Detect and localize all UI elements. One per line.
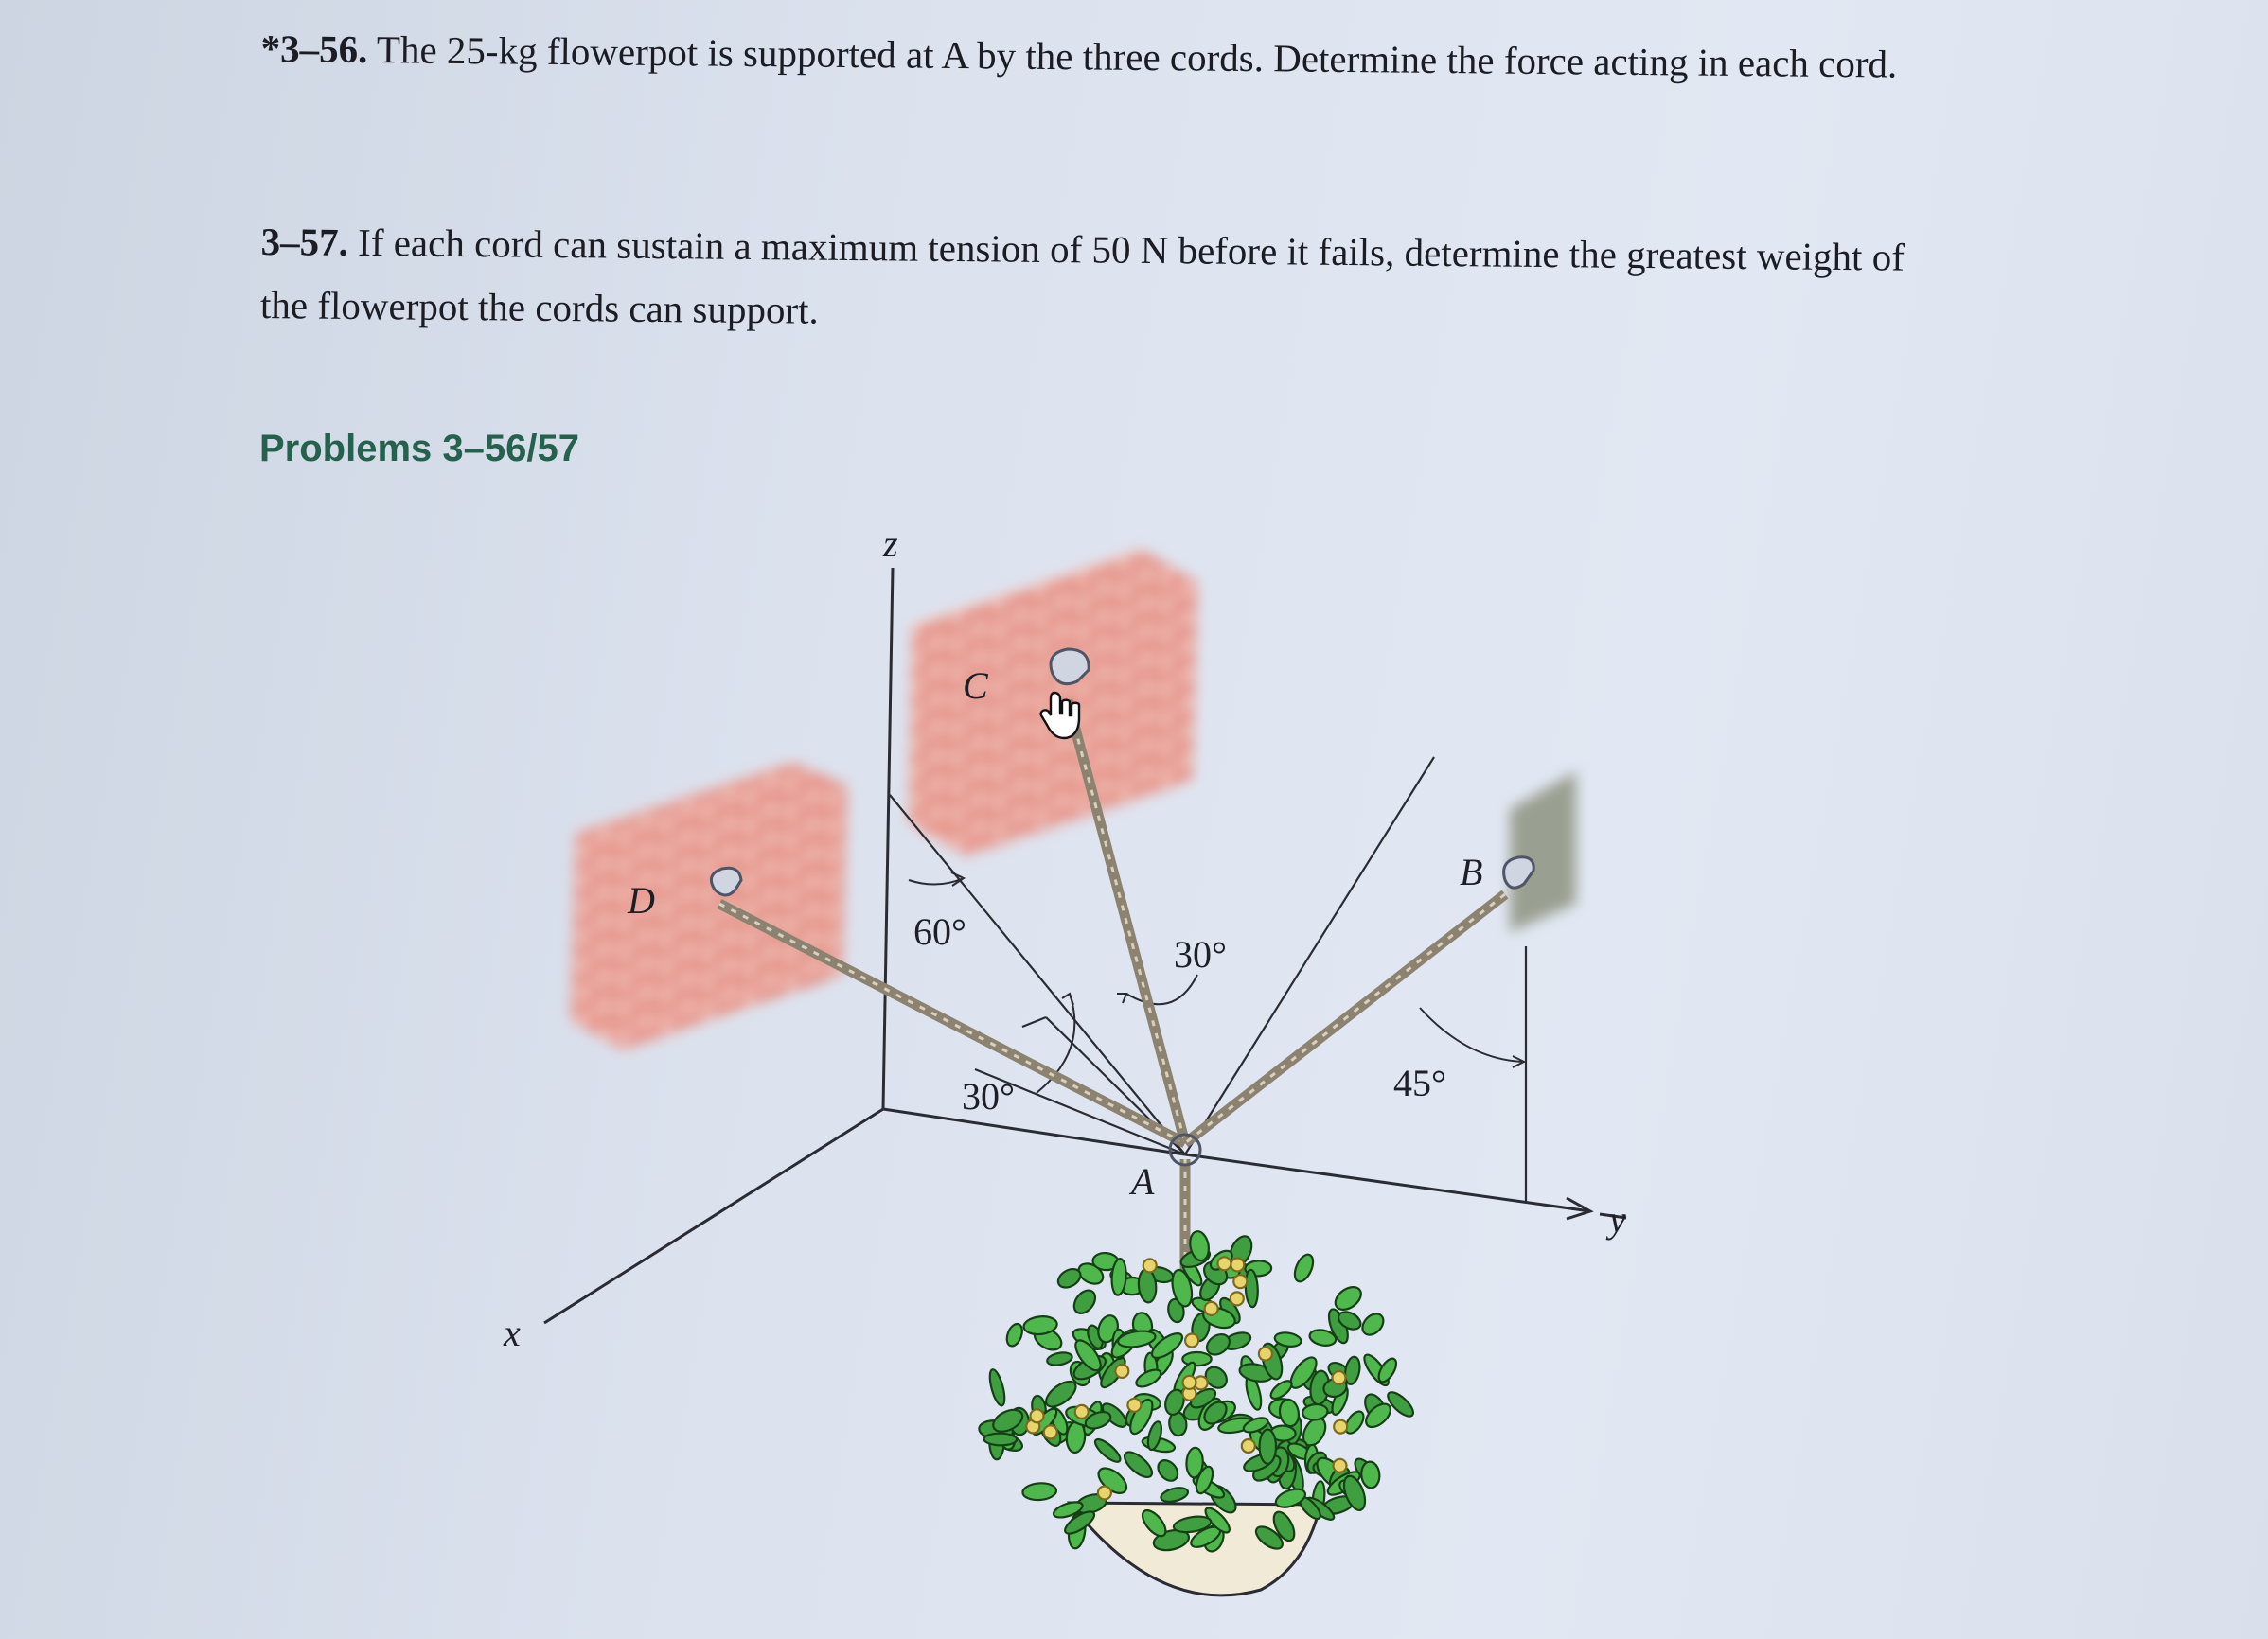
flower — [1242, 1439, 1255, 1453]
leaf — [1154, 1456, 1181, 1485]
leaf — [1278, 1398, 1301, 1427]
flower — [1333, 1371, 1346, 1384]
leaf — [1092, 1436, 1124, 1465]
z-axis — [883, 568, 893, 1109]
flower — [1183, 1376, 1196, 1389]
leaf — [987, 1368, 1008, 1407]
leaf — [1291, 1252, 1317, 1284]
x-axis-label: x — [504, 1312, 521, 1354]
flower — [1334, 1459, 1347, 1472]
leaf — [1260, 1430, 1276, 1464]
problem-number: 3–57. — [260, 219, 349, 264]
wall-b — [1510, 771, 1576, 932]
leaf — [1070, 1286, 1099, 1317]
point-c-label: C — [963, 664, 988, 707]
flower — [1259, 1348, 1272, 1361]
z-axis-label: z — [883, 522, 898, 565]
flower — [1115, 1365, 1128, 1378]
x-axis — [544, 1109, 883, 1323]
problem-text: If each cord can sustain a maximum tension of 50 N before it fails, determine the greatest weight of the flowerpot the cords can support. — [259, 220, 1905, 332]
point-b-label: B — [1460, 851, 1483, 893]
leaf — [1186, 1447, 1204, 1477]
flower — [1233, 1275, 1247, 1288]
flower — [1334, 1420, 1347, 1434]
flower — [1185, 1334, 1198, 1348]
point-a-label: A — [1131, 1160, 1155, 1203]
leaf — [1182, 1352, 1211, 1366]
flower — [1127, 1399, 1141, 1412]
flower — [1075, 1405, 1089, 1419]
flower — [1205, 1302, 1218, 1315]
flower — [1231, 1292, 1244, 1305]
leaf — [1358, 1310, 1388, 1339]
flower — [1098, 1487, 1111, 1500]
flower — [1031, 1409, 1044, 1422]
flowerpot — [978, 1229, 1416, 1595]
angle-60-label: 60° — [913, 910, 966, 953]
angle-30-c-label: 30° — [1174, 933, 1227, 976]
brick-wall-d — [571, 762, 847, 1050]
point-d-label: D — [628, 879, 655, 922]
leaf — [1046, 1350, 1073, 1366]
angle-30-d-label: 30° — [962, 1075, 1015, 1118]
angle-45-label: 45° — [1393, 1062, 1446, 1104]
y-axis-ext — [1185, 1154, 1590, 1211]
y-axis-label: y — [1609, 1198, 1626, 1241]
problem-number: *3–56. — [260, 26, 368, 72]
angle-arcs — [909, 872, 1524, 1093]
leaf — [1121, 1448, 1157, 1482]
leaf — [1343, 1356, 1361, 1385]
arc-45 — [1420, 1008, 1524, 1062]
leaf — [1004, 1322, 1025, 1348]
figure-caption: Problems 3–56/57 — [259, 428, 579, 469]
problem-text: The 25-kg flowerpot is supported at A by the three cords. Determine the force acting in each cord. — [367, 27, 1898, 86]
leaf — [983, 1433, 1017, 1445]
flower — [1218, 1257, 1231, 1270]
flower — [1044, 1425, 1057, 1438]
leaf — [1360, 1461, 1380, 1489]
flower — [1231, 1259, 1244, 1272]
leaf — [1160, 1486, 1190, 1505]
projection-ad2 — [1022, 1017, 1046, 1027]
leaf — [1022, 1482, 1057, 1501]
flower — [1143, 1259, 1157, 1272]
angle-labels — [913, 910, 1446, 1118]
